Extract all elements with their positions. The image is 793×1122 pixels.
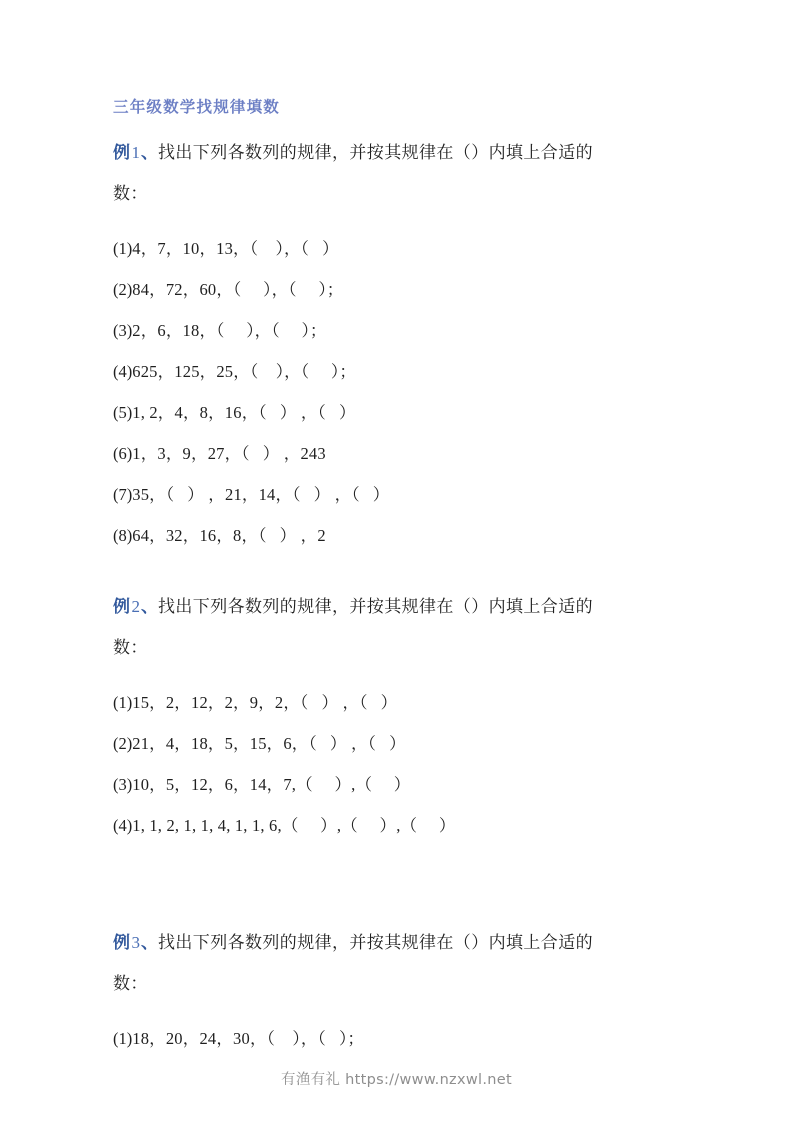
page-title: 三年级数学找规律填数 [113, 98, 281, 116]
list-item [113, 310, 693, 351]
example-prompt-1-line1: 找出下列各数列的规律，并按其规律在（）内填上合适的 [158, 143, 593, 162]
item-index: (6) [113, 444, 133, 463]
item-sequence: 64，32，16，8，（ ） ，2 [132, 526, 326, 545]
list-item [113, 269, 693, 310]
example-label-2: 例 [113, 597, 131, 616]
example-heading-2 [113, 586, 693, 668]
example-number-1: 1 [131, 143, 140, 162]
item-index: (7) [113, 485, 133, 504]
list-item [113, 805, 693, 846]
list-item [113, 228, 693, 269]
item-sequence: 18，20，24，30，（ ），（ ）； [132, 1029, 365, 1048]
item-sequence: 35，（ ） ，21，14，（ ） ，（ ） [132, 485, 390, 504]
item-sequence: 84，72，60，（ ），（ ）； [132, 280, 344, 299]
list-item [113, 351, 693, 392]
example-prompt-3-line2: 数： [113, 974, 148, 993]
item-sequence: 1，3，9，27，（ ） ，243 [132, 444, 326, 463]
item-index: (2) [113, 280, 133, 299]
example-prompt-3-line1: 找出下列各数列的规律，并按其规律在（）内填上合适的 [158, 933, 593, 952]
example-heading-3 [113, 922, 693, 1004]
example-block-1 [113, 132, 693, 556]
item-index: (4) [113, 816, 133, 835]
item-sequence: 625，125，25，（ ），（ ）； [132, 362, 357, 381]
document-content [113, 96, 693, 1059]
item-index: (8) [113, 526, 133, 545]
list-item [113, 515, 693, 556]
example-block-3 [113, 922, 693, 1059]
item-sequence: 10，5，12，6，14，7,（ ）,（ ） [132, 775, 411, 794]
item-sequence: 1, 2，4，8，16，（ ） ，（ ） [132, 403, 356, 422]
item-index: (3) [113, 775, 133, 794]
list-item [113, 392, 693, 433]
example-number-2: 2 [131, 597, 140, 616]
list-item [113, 723, 693, 764]
item-index: (1) [113, 1029, 133, 1048]
spacer [113, 846, 693, 922]
example-mark-2: 、 [141, 597, 158, 616]
item-sequence: 4，7，10，13，（ ），（ ） [132, 239, 339, 258]
list-item [113, 474, 693, 515]
example-block-2 [113, 586, 693, 846]
spacer [113, 556, 693, 586]
item-index: (1) [113, 239, 133, 258]
item-index: (4) [113, 362, 133, 381]
example-mark-3: 、 [141, 933, 158, 952]
example-label-3: 例 [113, 933, 131, 952]
problem-list-2 [113, 682, 693, 846]
item-index: (2) [113, 734, 133, 753]
list-item [113, 764, 693, 805]
example-heading-1 [113, 132, 693, 214]
problem-list-3 [113, 1018, 693, 1059]
spacer [113, 1004, 693, 1018]
example-prompt-2-line2: 数： [113, 638, 148, 657]
spacer [113, 214, 693, 228]
list-item [113, 1018, 693, 1059]
spacer [113, 668, 693, 682]
item-index: (5) [113, 403, 133, 422]
item-sequence: 2，6，18，（ ），（ ）； [132, 321, 327, 340]
example-mark-1: 、 [141, 143, 158, 162]
item-index: (3) [113, 321, 133, 340]
example-prompt-1-line2: 数： [113, 184, 148, 203]
footer-watermark: 有渔有礼 https://www.nzxwl.net [281, 1072, 512, 1088]
problem-list-1 [113, 228, 693, 556]
example-label-1: 例 [113, 143, 131, 162]
item-sequence: 1, 1, 2, 1, 1, 4, 1, 1, 6,（ ）,（ ）,（ ） [132, 816, 456, 835]
example-number-3: 3 [131, 933, 140, 952]
list-item [113, 682, 693, 723]
item-sequence: 21，4，18，5，15，6，（ ） ，（ ） [132, 734, 406, 753]
list-item [113, 433, 693, 474]
item-index: (1) [113, 693, 133, 712]
item-sequence: 15，2，12，2，9，2，（ ） ，（ ） [132, 693, 398, 712]
example-prompt-2-line1: 找出下列各数列的规律，并按其规律在（）内填上合适的 [158, 597, 593, 616]
